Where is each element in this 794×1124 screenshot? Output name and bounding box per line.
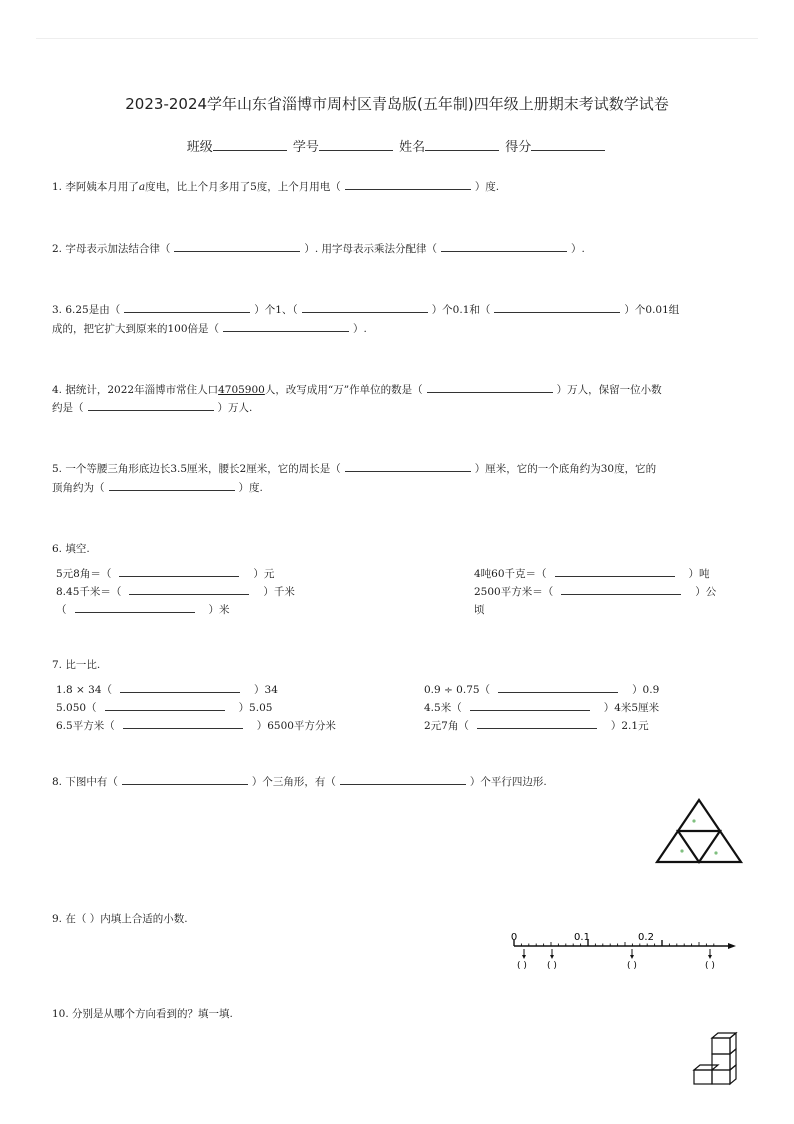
q7-text: ）2.1元 [610, 720, 649, 732]
class-blank[interactable] [213, 138, 287, 151]
tick-label-0: 0 [510, 932, 518, 943]
q3-text: 3. 6.25是由（ [52, 304, 121, 316]
q1-variable: a [138, 181, 146, 193]
q5-text: 顶角约为（ [52, 482, 105, 494]
q5-text: 5. 一个等腰三角形底边长3.5厘米，腰长2厘米，它的周长是（ [52, 463, 341, 475]
name-label: 姓名 [399, 140, 426, 155]
q6-text: 5元8角＝（ [56, 568, 112, 580]
cube-stack-figure [690, 1030, 740, 1086]
triangle-figure [654, 797, 744, 865]
q7-blank-1[interactable] [120, 681, 240, 693]
q1-text: ）度. [474, 181, 500, 193]
q6-blank-3[interactable] [129, 583, 249, 595]
answer-paren-3[interactable]: ( ) [627, 961, 637, 971]
q2-text: 2. 字母表示加法结合律（ [52, 243, 171, 255]
q4-text: ）万人. [217, 402, 253, 414]
tick-marks [514, 940, 714, 946]
question-3 [52, 301, 679, 319]
arrow-head [522, 955, 526, 959]
q4-population: 4705900 [218, 384, 265, 396]
q5-blank-1[interactable] [345, 460, 471, 472]
q7-text: 2元7角（ [424, 720, 469, 732]
q1-text: 1. 李阿姨本月用了 [52, 181, 139, 193]
q7-text: ）4米5厘米 [603, 702, 660, 714]
q7-blank-4[interactable] [470, 699, 590, 711]
q4-blank-2[interactable] [88, 399, 214, 411]
q7-text: ）5.05 [238, 702, 273, 714]
q6-row-2-left [56, 583, 295, 601]
q2-text: ）. [571, 243, 585, 255]
arrow-head [550, 955, 554, 959]
q7-text: 0.9 ÷ 0.75（ [424, 684, 491, 696]
question-4-line-2 [52, 399, 252, 417]
q7-row-3-right [424, 717, 649, 735]
question-10: 10. 分别是从哪个方向看到的？填一填. [52, 1008, 233, 1020]
q6-blank-2[interactable] [555, 565, 675, 577]
q6-text: ）元 [253, 568, 275, 580]
class-label: 班级 [186, 140, 213, 155]
q3-text: ）个1、（ [254, 304, 298, 316]
q4-text: 约是（ [52, 402, 84, 414]
q6-row-3-left [56, 601, 230, 619]
q5-text: ）厘米，它的一个底角约为30度，它的 [474, 463, 657, 475]
q6-text: 4吨60千克＝（ [474, 568, 547, 580]
q6-text: ）公 [695, 586, 717, 598]
q4-blank-1[interactable] [427, 381, 553, 393]
answer-paren-4[interactable]: ( ) [705, 961, 715, 971]
q5-blank-2[interactable] [109, 479, 235, 491]
axis-arrow [728, 943, 736, 949]
q7-text: ）6500平方分米 [256, 720, 336, 732]
answer-paren-2[interactable]: ( ) [547, 961, 557, 971]
shade-dot [692, 819, 695, 822]
tick-label-0.1: 0.1 [574, 932, 590, 943]
q6-row-1-right [474, 565, 710, 583]
question-7-label: 7. 比一比. [52, 659, 101, 671]
q8-text: ）个平行四边形. [469, 776, 547, 788]
q1-text: 度电，比上个月多用了5度，上个月用电（ [145, 181, 341, 193]
answer-paren-1[interactable]: ( ) [517, 961, 527, 971]
q6-row-3-right: 顷 [474, 604, 485, 616]
number-blank[interactable] [319, 138, 393, 151]
header-rule [36, 38, 758, 39]
q7-text: 1.8 × 34（ [56, 684, 113, 696]
q8-text: 8. 下图中有（ [52, 776, 118, 788]
student-info-row [0, 136, 794, 155]
q6-text: ）千米 [263, 586, 295, 598]
inner-triangle [678, 831, 720, 862]
q7-blank-2[interactable] [498, 681, 618, 693]
q6-text: ）吨 [688, 568, 710, 580]
question-9: 9. 在（ ）内填上合适的小数. [52, 913, 188, 925]
score-label: 得分 [505, 140, 532, 155]
q4-text: 4. 据统计，2022年淄博市常住人口 [52, 384, 219, 396]
q7-row-3-left [56, 717, 336, 735]
question-5 [52, 460, 656, 478]
q3-text: ）个0.01组 [624, 304, 680, 316]
q2-blank-1[interactable] [174, 240, 300, 252]
question-2 [52, 240, 585, 258]
shade-dot [714, 851, 717, 854]
q3-blank-3[interactable] [494, 301, 620, 313]
q2-text: ）. 用字母表示乘法分配律（ [304, 243, 438, 255]
number-label: 学号 [292, 140, 319, 155]
tick-label-0.2: 0.2 [638, 932, 654, 943]
q6-text: ）米 [208, 604, 230, 616]
q8-blank-2[interactable] [340, 773, 466, 785]
arrow-head [708, 955, 712, 959]
page-title: 2023-2024学年山东省淄博市周村区青岛版(五年制)四年级上册期末考试数学试卷 [125, 95, 669, 113]
q7-text: 4.5米（ [424, 702, 462, 714]
cube-side-face [730, 1065, 736, 1084]
question-8 [52, 773, 547, 791]
q7-row-2-right [424, 699, 659, 717]
q8-text: ）个三角形，有（ [251, 776, 336, 788]
q7-text: 5.050（ [56, 702, 97, 714]
q7-text: ）0.9 [632, 684, 660, 696]
question-1 [52, 178, 499, 196]
arrow-head [630, 955, 634, 959]
q6-text: 2500平方米＝（ [474, 586, 554, 598]
cube-top-face [694, 1065, 718, 1070]
q6-row-2-right [474, 583, 716, 601]
q3-text: 成的，把它扩大到原来的100倍是（ [52, 323, 220, 335]
q3-blank-4[interactable] [223, 320, 349, 332]
q7-blank-5[interactable] [123, 717, 243, 729]
name-blank[interactable] [425, 138, 499, 151]
q7-blank-6[interactable] [477, 717, 597, 729]
q7-row-1-right [424, 681, 659, 699]
number-line [504, 928, 740, 972]
cube-front-face [694, 1070, 712, 1084]
q7-text: 6.5平方米（ [56, 720, 115, 732]
q1-blank[interactable] [345, 178, 471, 190]
q3-text: ）. [353, 323, 367, 335]
q2-blank-2[interactable] [441, 240, 567, 252]
q7-text: ）34 [254, 684, 278, 696]
q6-text: （ [56, 604, 67, 616]
q4-text: ）万人，保留一位小数 [556, 384, 662, 396]
q3-blank-1[interactable] [124, 301, 250, 313]
q3-text: ）个0.1和（ [431, 304, 491, 316]
q6-blank-4[interactable] [561, 583, 681, 595]
q6-blank-5[interactable] [75, 601, 195, 613]
q7-row-2-left [56, 699, 272, 717]
answer-arrows [522, 949, 712, 959]
question-6-label: 6. 填空. [52, 543, 90, 555]
q6-row-1-left [56, 565, 274, 583]
shade-dot [680, 849, 683, 852]
cube-front-face [712, 1070, 730, 1084]
q3-blank-2[interactable] [302, 301, 428, 313]
q4-text: 人，改写成用“万”作单位的数是（ [264, 384, 423, 396]
question-5-line-2 [52, 479, 263, 497]
q6-text: 8.45千米＝（ [56, 586, 122, 598]
question-3-line-2 [52, 320, 367, 338]
q8-blank-1[interactable] [122, 773, 248, 785]
score-blank[interactable] [531, 138, 605, 151]
q6-blank-1[interactable] [119, 565, 239, 577]
question-4 [52, 381, 662, 399]
q7-row-1-left [56, 681, 278, 699]
cube-front-face [712, 1038, 730, 1054]
q5-text: ）度. [238, 482, 263, 494]
q7-blank-3[interactable] [105, 699, 225, 711]
